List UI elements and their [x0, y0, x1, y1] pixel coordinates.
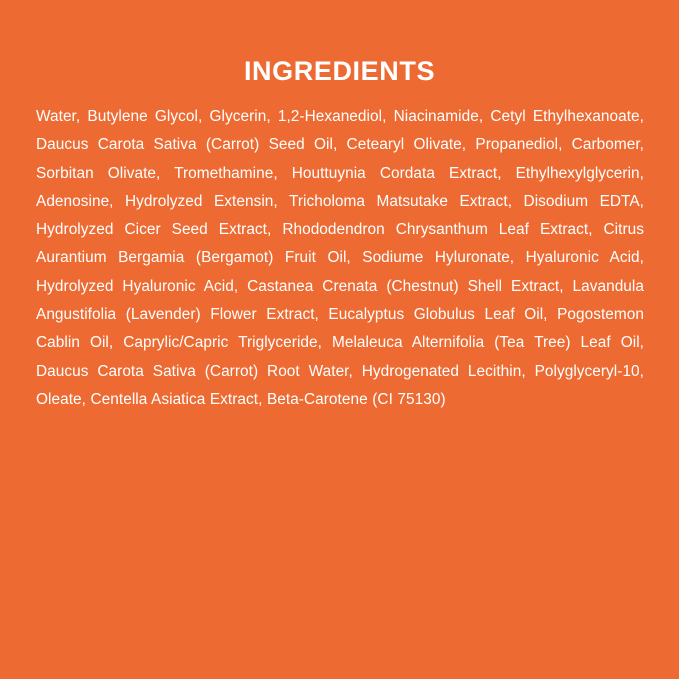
page-title: INGREDIENTS	[243, 56, 436, 86]
ingredients-list-text: Water, Butylene Glycol, Glycerin, 1,2-Hexanediol, Niacinamide, Cetyl Ethylhexanoate, Daucus Carota Sativa (Carrot) Seed Oil, Cetearyl Olivate, Propanediol, Carbomer, Sorbitan Olivate, Tromethamine, Houttuynia Cordata Extract, Ethylhexylglycerin, Adenosine, Hydrolyzed Extensin, Tricholoma Matsutake Extract, Disodium EDTA, Hydrolyzed Cicer Seed Extract, Rhododendron Chrysanthum Leaf Extract, Citrus Aurantium Bergamia (Bergamot) Fruit Oil, Sodiume Hyluronate, Hyaluronic Acid, Hydrolyzed Hyaluronic Acid, Castanea Crenata (Chestnut) Shell Extract, Lavandula Angustifolia (Lavender) Flower Extract, Eucalyptus Globulus Leaf Oil, Pogostemon Cablin Oil, Caprylic/Capric Triglyceride, Melaleuca Alternifolia (Tea Tree) Leaf Oil, Daucus Carota Sativa (Carrot) Root Water, Hydrogenated Lecithin, Polyglyceryl-10, Oleate, Centella Asiatica Extract, Beta-Carotene (CI 75130)	[36, 108, 644, 408]
